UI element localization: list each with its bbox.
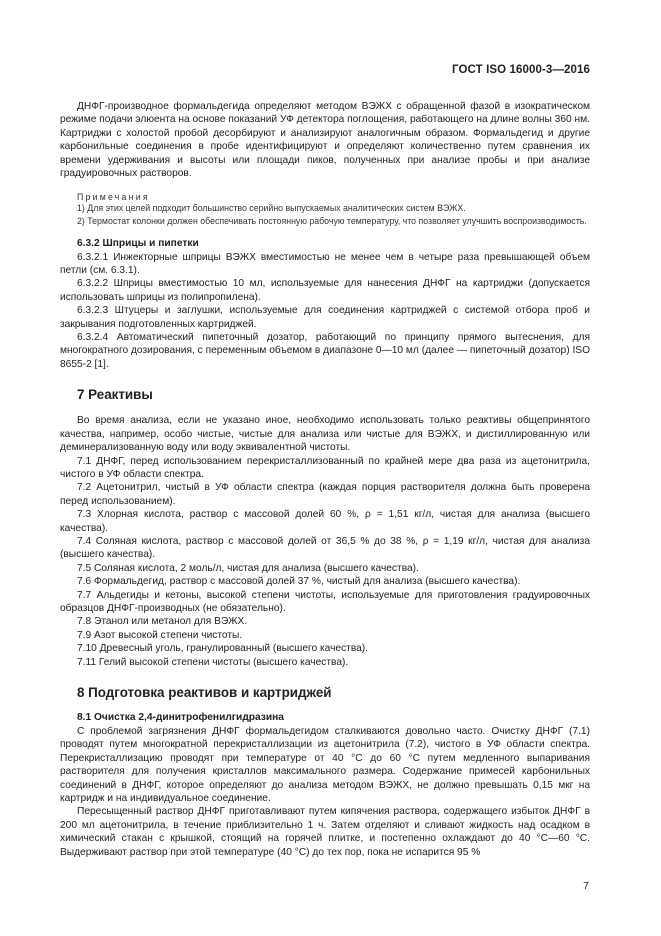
page-number: 7: [583, 880, 589, 892]
note-item: 2) Термостат колонки должен обеспечивать постоянную рабочую температуру, что позволяет улучшить воспроизводимость.: [77, 216, 587, 227]
section-heading-632: 6.3.2 Шприцы и пипетки: [77, 237, 199, 249]
paragraph-6321: 6.3.2.1 Инжекторные шприцы ВЭЖХ вместимостью не менее чем в четыре раза превышающей объем петли (см. 6.3.1).: [60, 251, 590, 277]
intro-paragraph: ДНФГ-производное формальдегида определяют методом ВЭЖХ с обращенной фазой в изократическом режиме подачи элюента на основе показаний УФ детектора поглощения, работающего на длине волны 360 нм. Картриджи с холостой пробой десорбируют и анализируют аналогичным образом. Формальдегид и другие карбонильные соединения в пробе идентифицируют и определяют количественно путем сравнения их времени удерживания и высоты или площади пиков, полученных при анализе пробы и при анализе градуировочных растворов.: [60, 101, 590, 180]
paragraph-6322: 6.3.2.2 Шприцы вместимостью 10 мл, используемые для нанесения ДНФГ на картриджи (допускается использовать шприцы из полипропилена).: [60, 278, 590, 303]
document-header: ГОСТ ISO 16000-3—2016: [452, 64, 590, 76]
section-heading-7: 7 Реактивы: [77, 387, 153, 403]
reagent-item: 7.10 Древесный уголь, гранулированный (высшего качества).: [77, 643, 369, 655]
section-heading-8: 8 Подготовка реактивов и картриджей: [77, 685, 332, 700]
reagent-item: 7.1 ДНФГ, перед использованием перекристаллизованный по крайней мере два раза из ацетонитрила, чистого в УФ области спектра.: [60, 455, 590, 480]
reagent-item: 7.11 Гелий высокой степени чистоты (высшего качества).: [77, 656, 349, 668]
paragraph-6323: 6.3.2.3 Штуцеры и заглушки, используемые для соединения картриджей с системой отбора проб и закрывания подготовленных картриджей.: [60, 305, 590, 330]
reagent-item: 7.5 Соляная кислота, 2 моль/л, чистая для анализа (высшего качества).: [77, 562, 419, 574]
reagent-item: 7.9 Азот высокой степени чистоты.: [77, 629, 243, 641]
reagent-item: 7.7 Альдегиды и кетоны, высокой степени чистоты, используемые для приготовления градуировочных образцов ДНФГ-производных (не обязательно).: [60, 589, 590, 614]
section-7-intro: Во время анализа, если не указано иное, необходимо использовать только реактивы общепринятого качества, например, особо чистые, чистые для анализа или чистые для ВЭЖХ, и дистиллированную или деминерализованную воду или воду эквивалентной чистоты.: [60, 415, 590, 454]
reagent-item: 7.4 Соляная кислота, раствор с массовой долей от 36,5 % до 38 %, ρ = 1,19 кг/л, чистая для анализа (высшего качества).: [60, 535, 590, 561]
notes-title: Примечания: [77, 192, 150, 203]
note-item: 1) Для этих целей подходит большинство серийно выпускаемых аналитических систем ВЭЖХ.: [77, 203, 466, 214]
paragraph-81-a: С проблемой загрязнения ДНФГ формальдегидом сталкиваются довольно часто. Очистку ДНФГ (7.1) проводят путем многократной перекристаллизации из ацетонитрила (7.2), чистого в УФ области спектра. Перекристаллизацию проводят при температуре от 40 °С до 60 °С путем медленного выпаривания растворителя для получения кристаллов максимального размера. Содержание примесей карбонильных соединений в ДНФГ, которое определяют до анализа методом ВЭЖХ, не должно превышать 0,15 мкг на картридж и на индивидуальное соединение.: [60, 726, 590, 805]
reagent-item: 7.6 Формальдегид, раствор с массовой долей 37 %, чистый для анализа (высшего качества).: [77, 576, 521, 588]
reagent-item: 7.8 Этанол или метанол для ВЭЖХ.: [77, 616, 248, 628]
sub-heading-81: 8.1 Очистка 2,4-динитрофенилгидразина: [77, 712, 284, 723]
reagent-item: 7.2 Ацетонитрил, чистый в УФ области спектра (каждая порция растворителя должна быть проверена перед использованием).: [60, 482, 590, 507]
paragraph-81-b: Пересыщенный раствор ДНФГ приготавливают путем кипячения раствора, содержащего избыток ДНФГ в 200 мл ацетонитрила, в течение приблизительно 1 ч. Затем отделяют и сливают жидкость над осадком в химический стакан с крышкой, стоящий на горячей плитке, и постепенно охлаждают до 40 °С—60 °С. Выдерживают раствор при этой температуре (40 °С) до тех пор, пока не испарится 95 %: [60, 806, 590, 858]
page-body: [60, 100, 590, 859]
reagent-item: 7.3 Хлорная кислота, раствор с массовой долей 60 %, ρ = 1,51 кг/л, чистая для анализа (высшего качества).: [60, 509, 590, 534]
paragraph-6324: 6.3.2.4 Автоматический пипеточный дозатор, работающий по принципу прямого вытеснения, для многократного дозирования, с переменным объемом в диапазоне 0—10 мл (далее — пипеточный дозатор) ISO 8655-2 [1].: [60, 332, 590, 370]
